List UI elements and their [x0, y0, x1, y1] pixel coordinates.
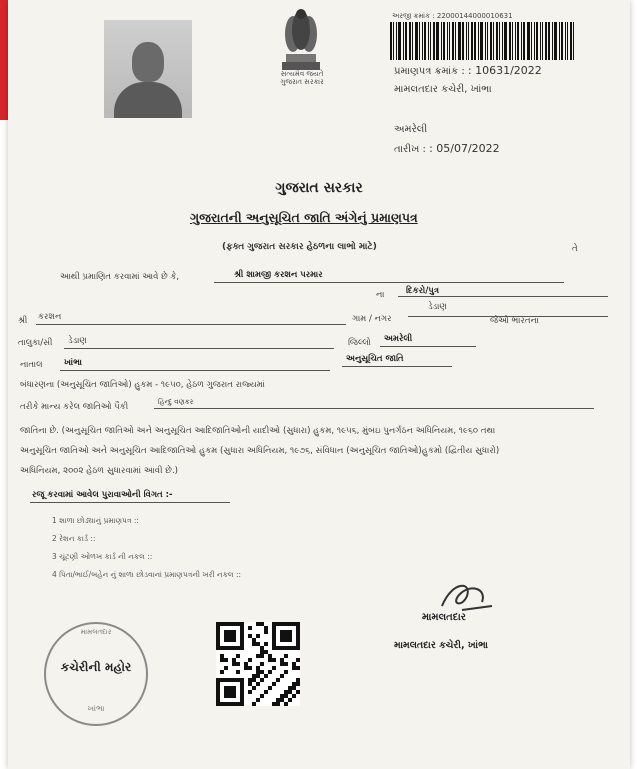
holder-name: શ્રી શામજી કરશન પરમાર: [234, 270, 323, 280]
district: અમરેલી: [384, 334, 413, 344]
seal-text: કચેરીની મહોર: [60, 660, 132, 674]
certificate-number-label: પ્રમાણપત્ર ક્રમાંક :: [394, 66, 465, 77]
na-text: ના: [376, 290, 385, 300]
applicant-photo: [104, 20, 192, 118]
caste-category: અનુસૂચિત જાતિ: [346, 354, 404, 364]
shri-text: શ્રી: [18, 316, 28, 326]
seal-bottom-text: ખાંભા: [87, 704, 105, 713]
certificate-number-row: [394, 64, 542, 77]
emblem-motto: સત્યમેવ જયતે: [280, 70, 324, 78]
rajya: ખાંભા: [64, 358, 82, 368]
emblem-caption: [256, 70, 348, 86]
relation: દિકરો/પુત્ર: [406, 286, 440, 296]
father-name: કરશન: [38, 312, 62, 322]
india-text: જેઓ ભારતના: [490, 316, 539, 326]
barcode: [390, 22, 622, 60]
certificate-note: (ફક્ત ગુજરાત સરકાર હેઠળના લાભો માટે): [222, 242, 377, 252]
certify-text: આથી પ્રમાણિત કરવામાં આવે છે કે,: [60, 272, 180, 282]
evidence-item: 2 રેશન કાર્ડ ::: [52, 534, 96, 543]
village: ડેડાણ: [428, 302, 447, 312]
taluka-label: તાલુકા/સી: [18, 338, 53, 348]
seal-ring-text: મામલતદાર: [80, 628, 112, 636]
caste: હિન્દુ વણકર: [158, 398, 194, 406]
signatory-title: મામલતદાર: [422, 612, 466, 623]
evidence-item: 4 પિતા/ભાઈ/બહેન નું શાળા છોડવાનાં પ્રમાણપત્રની ખરી નકલ ::: [52, 570, 242, 579]
qr-code: [216, 622, 300, 706]
national-emblem-icon: [272, 4, 330, 76]
application-number: અરજી ક્રમાંક : 22000144000010631: [392, 12, 513, 20]
recognized-text: તરીકે માન્ય કરેલ જાતિઓ પૈકી: [20, 402, 129, 412]
legal-paragraph-line-2: અનુસૂચિત જાતિઓ અને અનુસૂચિત આદિજાતિઓ હુકમ (સુધારા અધિનિયમ, ૧૯૭૬, સંવિધાન (અનુસૂચિત જાતિઓ)હુકમો (દ્વિતીય સુધારો): [20, 446, 500, 456]
legal-paragraph-line-3: અધિનિયમ, ૨૦૦૨ હેઠળ સુધારવામાં આવી છે.): [20, 466, 179, 476]
issue-date: : 05/07/2022: [429, 142, 500, 155]
certificate-page: [8, 0, 630, 769]
office-seal: [44, 622, 148, 726]
evidence-heading: રજૂ કરવામાં આવેલ પુરાવાઓની વિગત :-: [32, 490, 173, 500]
date-label: તારીખ :: [394, 144, 426, 155]
certificate-title: ગુજરાતની અનુસૂચિત જાતિ અંગેનું પ્રમાણપત્ર: [190, 210, 418, 225]
legal-paragraph-line-1: જાતિના છે. (અનુસૂચિત જાતિઓ અને અનુસૂચિત આદિજાતિઓની યાદીઓ (સુધારા) હુકમ, ૧૯૫૬, મુંબઇ પુનર્ગઠન અધિનિયમ, ૧૯૬૦ તથા: [20, 426, 496, 436]
order-line: બંધારણના (અનુસૂચિત જાતિઓ) હુકમ - ૧૯૫૦, હેઠળ ગુજરાત રાજ્યમાં: [20, 380, 265, 390]
rajya-label: નાતાલ: [20, 360, 43, 370]
issuing-office: મામલતદાર કચેરી, ખાંભા: [394, 84, 492, 95]
te-text: તે: [572, 244, 578, 254]
evidence-item: 3 ચૂંટણી ઓળખ કાર્ડ ની નકલ ::: [52, 552, 153, 561]
issuing-district: અમરેલી: [394, 124, 428, 135]
government-title: ગુજરાત સરકાર: [275, 180, 363, 196]
taluka-village: ડેડાણ: [68, 336, 87, 346]
issue-date-row: [394, 142, 500, 155]
emblem-government: ગુજરાત સરકાર: [280, 78, 324, 86]
village-label: ગામ / નગર: [352, 314, 392, 324]
signatory-office: મામલતદાર કચેરી, ખાંભા: [394, 640, 488, 651]
district-label: જિલ્લો: [348, 338, 371, 348]
certificate-number: : 10631/2022: [467, 64, 542, 77]
evidence-item: 1 શાળા છોડ્યાનું પ્રમાણપત્ર ::: [52, 516, 139, 525]
